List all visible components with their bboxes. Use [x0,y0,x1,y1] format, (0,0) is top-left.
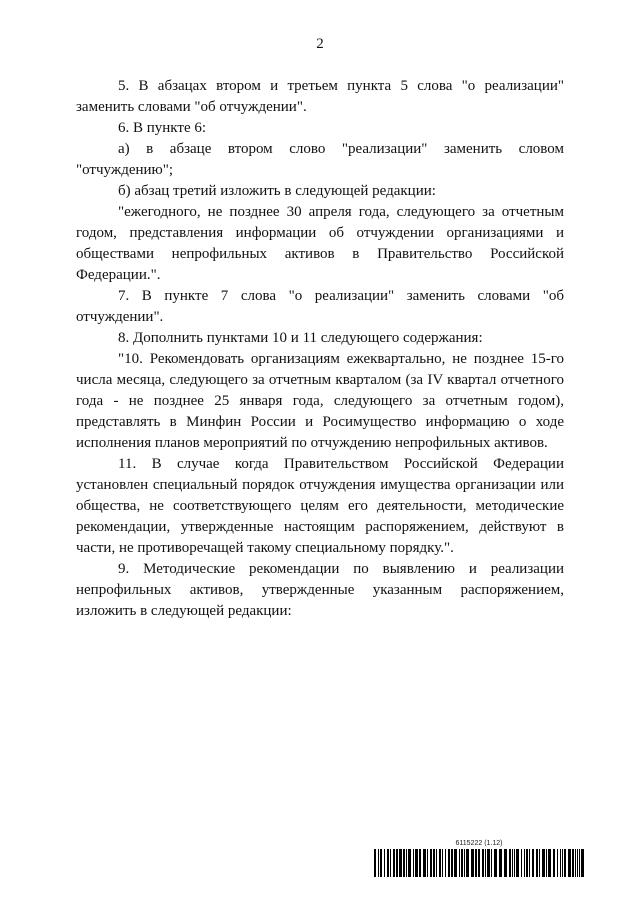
paragraph: 5. В абзацах втором и третьем пункта 5 слова "о реализации" заменить словами "об отчуждении". [76,78,564,115]
paragraph: 7. В пункте 7 слова "о реализации" заменить словами "об отчуждении". [76,288,564,325]
paragraph: "10. Рекомендовать организациям ежеквартально, не позднее 15-го числа месяца, следующего за отчетным кварталом (за IV квартал отчетного года - не позднее 25 января года, следующего за отчетным годом), представлять в Минфин России и Росимущество информацию о ходе исполнения планов мероприятий по отчуждению непрофильных активов. [76,351,564,451]
paragraph: 11. В случае когда Правительством Российской Федерации установлен специальный порядок отчуждения имущества организации или общества, не соответствующего целям его деятельности, методические рекомендации, утвержденные настоящим распоряжением, действуют в части, не противоречащей такому специальному порядку.". [76,456,564,556]
barcode-icon [374,849,584,877]
paragraph: 8. Дополнить пунктами 10 и 11 следующего содержания: [118,330,483,346]
paragraph: "ежегодного, не позднее 30 апреля года, следующего за отчетным годом, представления информации об отчуждении организациями и обществами непрофильных активов в Правительство Российской Федерации.". [76,204,564,283]
paragraph: 6. В пункте 6: [118,120,207,136]
paragraph: б) абзац третий изложить в следующей редакции: [118,183,436,199]
paragraph: 9. Методические рекомендации по выявлению и реализации непрофильных активов, утвержденные указанным распоряжением, изложить в следующей редакции: [76,561,564,619]
document-body [76,76,564,622]
paragraph: а) в абзаце втором слово "реализации" заменить словом "отчуждению"; [76,141,564,178]
page-number: 2 [316,36,324,52]
document-code: 6115222 (1.12) [455,840,503,847]
